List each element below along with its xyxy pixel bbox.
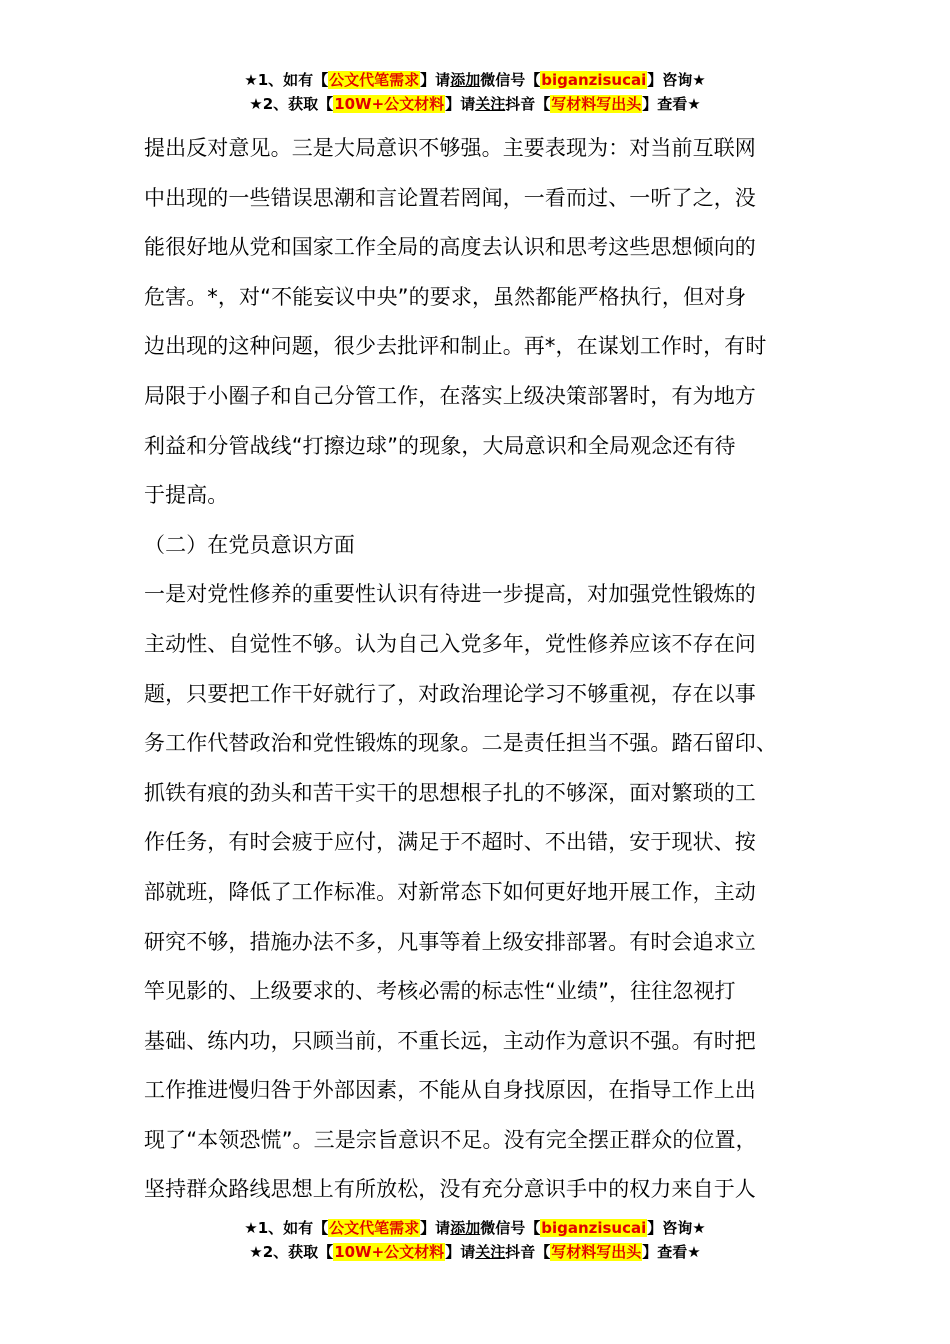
- banner-highlight: 10W+公文材料: [334, 1243, 445, 1261]
- body-line: 主动性、自觉性不够。认为自己入党多年，党性修养应该不存在问: [144, 631, 756, 656]
- banner-line-1: [0, 68, 950, 92]
- banner-text: 】查看★: [642, 95, 701, 113]
- banner-text: ★2、获取【: [249, 95, 334, 113]
- banner-line-2: [0, 92, 950, 116]
- body-line: 基础、练内功，只顾当前，不重长远，主动作为意识不强。有时把: [144, 1028, 756, 1053]
- body-line: 提出反对意见。三是大局意识不够强。主要表现为：对当前互联网: [144, 136, 756, 160]
- banner-text: ★1、如有【: [244, 1219, 329, 1237]
- body-line: 抓铁有痕的劲头和苦干实干的思想根子扎的不够深，面对繁琐的工: [144, 780, 756, 805]
- body-line: 部就班，降低了工作标准。对新常态下如何更好地开展工作，主动: [144, 879, 756, 904]
- banner-underline: 关注: [475, 1243, 506, 1261]
- banner-text: 】请: [445, 95, 476, 113]
- body-line: 坚持群众路线思想上有所放松，没有充分意识手中的权力来自于人: [144, 1177, 756, 1202]
- body-line: 工作推进慢归咎于外部因素，不能从自身找原因，在指导工作上出: [144, 1078, 756, 1103]
- banner-underline: 关注: [475, 95, 506, 113]
- banner-highlight: biganzisucai: [541, 1219, 647, 1237]
- banner-text: 】请: [420, 1219, 451, 1237]
- footer-banner: [0, 1216, 950, 1264]
- banner-highlight: 写材料写出头: [551, 1243, 642, 1261]
- body-line: 现了“本领恐慌”。三是宗旨意识不足。没有完全摆正群众的位置，: [144, 1127, 757, 1152]
- banner-text: 抖音【: [505, 95, 551, 113]
- banner-text: 微信号【: [480, 71, 541, 89]
- header-banner: [0, 68, 950, 116]
- body-line: 中出现的一些错误思潮和言论置若罔闻，一看而过、一听了之，没: [144, 185, 756, 210]
- document-body: [144, 124, 824, 1215]
- banner-underline: 添加: [450, 71, 481, 89]
- body-line: 作任务，有时会疲于应付，满足于不超时、不出错，安于现状、按: [144, 830, 756, 855]
- body-line: 局限于小圈子和自己分管工作，在落实上级决策部署时，有为地方: [144, 383, 756, 408]
- body-line: 一是对党性修养的重要性认识有待进一步提高，对加强党性锻炼的: [144, 582, 756, 607]
- body-line: 危害。*，对“不能妄议中央”的要求，虽然都能严格执行，但对身: [144, 284, 747, 309]
- body-line: 利益和分管战线“打擦边球”的现象，大局意识和全局观念还有待: [144, 433, 736, 458]
- banner-line-2: [0, 1240, 950, 1264]
- banner-highlight: biganzisucai: [541, 71, 647, 89]
- banner-text: 】咨询★: [647, 71, 706, 89]
- banner-text: 】请: [445, 1243, 476, 1261]
- banner-highlight: 公文代笔需求: [329, 1219, 420, 1237]
- section-heading: （二）在党员意识方面: [144, 532, 355, 557]
- body-line: 务工作代替政治和党性锻炼的现象。二是责任担当不强。踏石留印、: [144, 731, 777, 756]
- banner-text: 】请: [420, 71, 451, 89]
- body-line: 能很好地从党和国家工作全局的高度去认识和思考这些思想倾向的: [144, 235, 756, 260]
- banner-text: 】咨询★: [647, 1219, 706, 1237]
- banner-highlight: 写材料写出头: [551, 95, 642, 113]
- banner-highlight: 10W+公文材料: [334, 95, 445, 113]
- banner-line-1: [0, 1216, 950, 1240]
- banner-text: 】查看★: [642, 1243, 701, 1261]
- body-line: 边出现的这种问题，很少去批评和制止。再*，在谋划工作时，有时: [144, 334, 767, 359]
- body-line: 题，只要把工作干好就行了，对政治理论学习不够重视，存在以事: [144, 681, 756, 706]
- banner-text: 抖音【: [505, 1243, 551, 1261]
- body-line: 研究不够，措施办法不多，凡事等着上级安排部署。有时会追求立: [144, 929, 756, 954]
- body-line: 于提高。: [144, 483, 229, 508]
- banner-text: 微信号【: [480, 1219, 541, 1237]
- body-line: 竿见影的、上级要求的、考核必需的标志性“业绩”，往往忽视打: [144, 979, 736, 1004]
- banner-text: ★1、如有【: [244, 71, 329, 89]
- banner-text: ★2、获取【: [249, 1243, 334, 1261]
- banner-underline: 添加: [450, 1219, 481, 1237]
- banner-highlight: 公文代笔需求: [329, 71, 420, 89]
